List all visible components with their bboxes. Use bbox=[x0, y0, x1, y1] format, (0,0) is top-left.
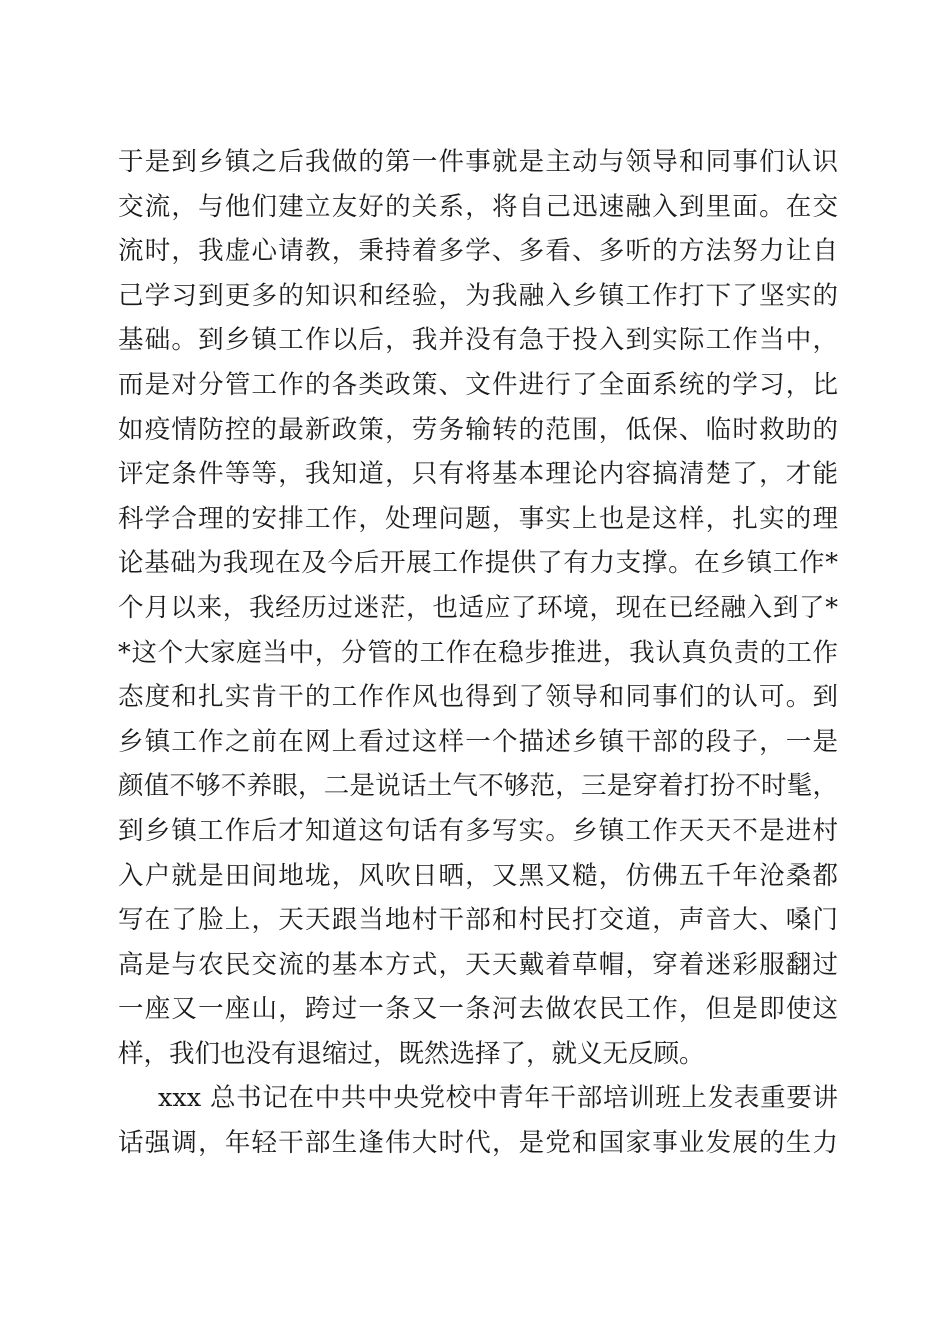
paragraph-1 bbox=[118, 140, 838, 1076]
text-line: 话强调，年轻干部生逢伟大时代，是党和国家事业发展的生力 bbox=[118, 1128, 838, 1159]
text-line: 如疫情防控的最新政策，劳务输转的范围，低保、临时救助的 bbox=[118, 414, 838, 445]
text-line: *这个大家庭当中，分管的工作在稳步推进，我认真负责的工作 bbox=[118, 637, 838, 668]
text-line: 乡镇工作之前在网上看过这样一个描述乡镇干部的段子，一是 bbox=[118, 726, 838, 757]
text-line: 流时，我虚心请教，秉持着多学、多看、多听的方法努力让自 bbox=[118, 236, 838, 267]
text-line: 评定条件等等，我知道，只有将基本理论内容搞清楚了，才能 bbox=[118, 459, 838, 490]
text-line: 一座又一座山，跨过一条又一条河去做农民工作，但是即使这 bbox=[118, 994, 838, 1025]
text-line: 入户就是田间地垅，风吹日晒，又黑又糙，仿佛五千年沧桑都 bbox=[118, 860, 838, 891]
text-line: 到乡镇工作后才知道这句话有多写实。乡镇工作天天不是进村 bbox=[118, 815, 838, 846]
text-line: 论基础为我现在及今后开展工作提供了有力支撑。在乡镇工作* bbox=[118, 548, 838, 579]
text-line: 基础。到乡镇工作以后，我并没有急于投入到实际工作当中， bbox=[118, 325, 838, 356]
text-line: 态度和扎实肯干的工作作风也得到了领导和同事们的认可。到 bbox=[118, 682, 838, 713]
text-line: 样，我们也没有退缩过，既然选择了，就义无反顾。 bbox=[118, 1038, 705, 1069]
text-line: 写在了脸上，天天跟当地村干部和村民打交道，声音大、嗓门 bbox=[118, 905, 838, 936]
text-line: 己学习到更多的知识和经验，为我融入乡镇工作打下了坚实的 bbox=[118, 280, 838, 311]
text-line: xxx 总书记在中共中央党校中青年干部培训班上发表重要讲 bbox=[158, 1083, 838, 1114]
text-line: 颜值不够不养眼，二是说话土气不够范，三是穿着打扮不时髦， bbox=[118, 771, 838, 802]
text-line: 于是到乡镇之后我做的第一件事就是主动与领导和同事们认识 bbox=[118, 147, 838, 177]
text-line: 高是与农民交流的基本方式，天天戴着草帽，穿着迷彩服翻过 bbox=[118, 949, 838, 980]
document-body bbox=[118, 140, 838, 1166]
paragraph-2 bbox=[118, 1076, 838, 1165]
text-line: 科学合理的安排工作，处理问题，事实上也是这样，扎实的理 bbox=[118, 503, 838, 534]
text-line: 交流，与他们建立友好的关系，将自己迅速融入到里面。在交 bbox=[118, 191, 838, 222]
text-line: 个月以来，我经历过迷茫，也适应了环境，现在已经融入到了* bbox=[118, 592, 838, 623]
text-line: 而是对分管工作的各类政策、文件进行了全面系统的学习，比 bbox=[118, 369, 838, 400]
